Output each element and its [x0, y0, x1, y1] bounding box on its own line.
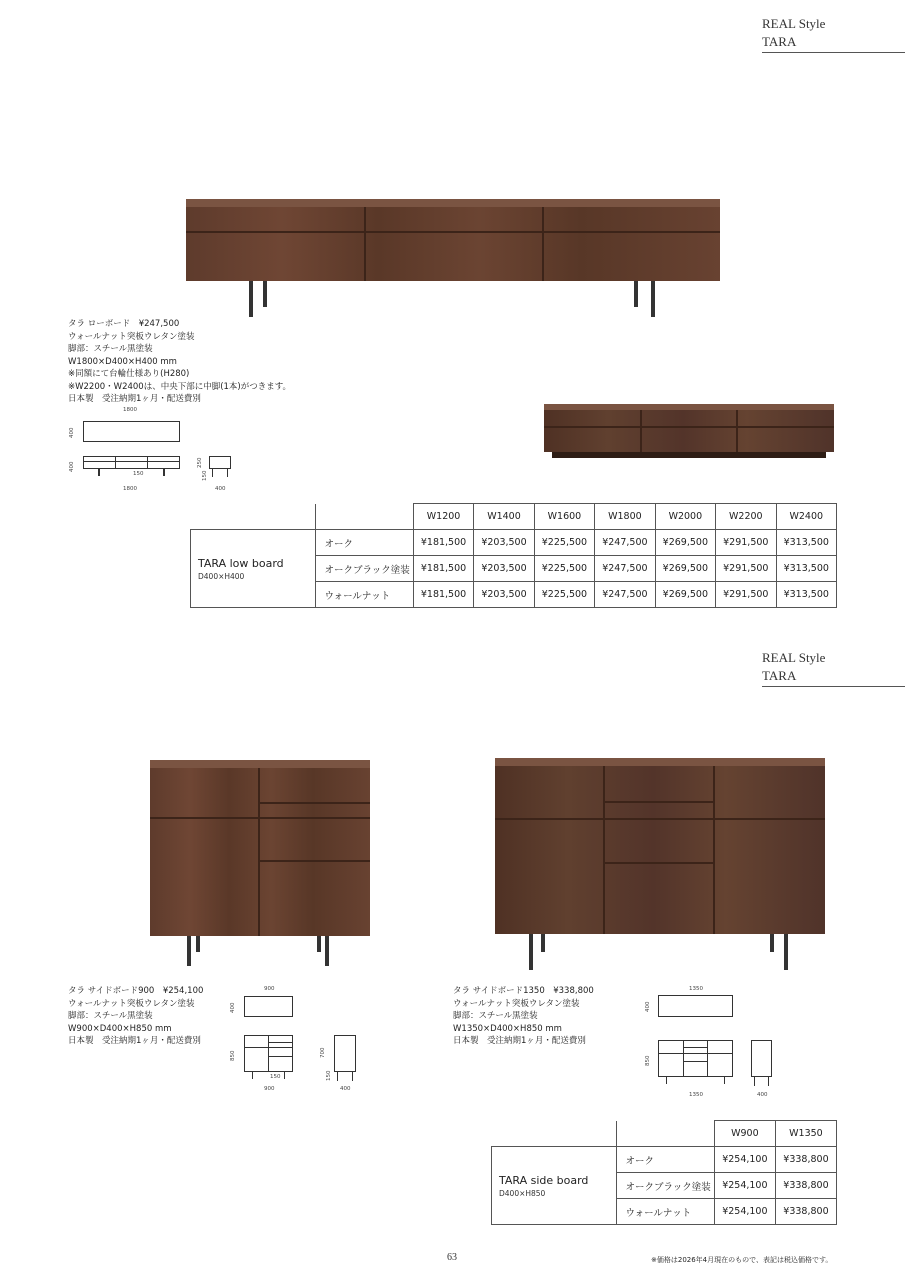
sideboard-price-table: [491, 1120, 837, 1225]
price-cell: ¥225,500: [534, 530, 594, 556]
price-cell: ¥181,500: [413, 556, 473, 582]
dim-label: 400: [69, 461, 75, 472]
dim-label: 150: [270, 1074, 281, 1080]
brand-header-mid: [762, 649, 825, 685]
dim-label: 150: [133, 471, 144, 477]
sideboard1350-side-view: [751, 1040, 772, 1077]
sideboard1350-front-view: [658, 1040, 733, 1077]
width-header: W2000: [655, 504, 715, 530]
sideboard1350-photo: [495, 758, 825, 972]
header-rule: [762, 52, 905, 53]
finish-label: オークブラック塗装: [315, 556, 413, 582]
width-header: W2400: [776, 504, 836, 530]
width-header: W1600: [534, 504, 594, 530]
brand-line1: REAL Style: [762, 16, 826, 31]
lowboard-side-view: [209, 456, 231, 469]
price-footnote: ※価格は2026年4月現在のもので、表記は税込価格です。: [651, 1256, 833, 1264]
width-header: W1800: [595, 504, 655, 530]
width-header: W1200: [413, 504, 473, 530]
caption-line: 脚部：スチール黒塗装: [453, 1011, 538, 1021]
caption-line: ウォールナット突板ウレタン塗装: [453, 998, 580, 1009]
dim-label: 150: [202, 470, 208, 481]
price-cell: ¥338,800: [775, 1173, 836, 1199]
finish-label: オーク: [616, 1147, 714, 1173]
product-name: TARA low board: [198, 556, 284, 570]
caption-line: W1350×D400×H850 mm: [453, 1023, 562, 1034]
width-header: W2200: [716, 504, 776, 530]
dim-label: 850: [230, 1050, 236, 1061]
lowboard-plinth-photo: [544, 404, 834, 458]
sideboard900-top-view: [244, 996, 293, 1017]
product-dims: D400×H400: [198, 571, 245, 581]
sideboard1350-caption: [453, 985, 594, 1048]
price-cell: ¥338,800: [775, 1199, 836, 1225]
price-cell: ¥313,500: [776, 556, 836, 582]
finish-label: ウォールナット: [315, 582, 413, 608]
dim-label: 250: [197, 457, 203, 468]
caption-line: 日本製 受注納期1ヶ月・配送費別: [68, 1036, 201, 1046]
price-cell: ¥181,500: [413, 582, 473, 608]
brand-header-top: [762, 15, 825, 51]
lowboard-drawing: [66, 404, 246, 496]
product-name-cell: [492, 1147, 617, 1225]
caption-line: タラ サイドボード1350 ¥338,800: [453, 986, 594, 996]
caption-line: ウォールナット突板ウレタン塗装: [68, 998, 195, 1009]
dim-label: 700: [320, 1047, 326, 1058]
dim-label: 1800: [123, 486, 137, 492]
price-cell: ¥291,500: [716, 530, 776, 556]
price-cell: ¥247,500: [595, 556, 655, 582]
caption-line: 脚部：スチール黒塗装: [68, 344, 153, 354]
caption-line: タラ サイドボード900 ¥254,100: [68, 986, 204, 996]
lowboard-photo: [186, 199, 720, 319]
dim-label: 150: [326, 1070, 332, 1081]
width-header: W1400: [474, 504, 534, 530]
header-rule: [762, 686, 905, 687]
price-cell: ¥254,100: [714, 1147, 775, 1173]
price-cell: ¥313,500: [776, 582, 836, 608]
sideboard900-photo: [150, 760, 370, 968]
finish-label: オーク: [315, 530, 413, 556]
dim-label: 1800: [123, 407, 137, 413]
brand-line2: TARA: [762, 668, 797, 683]
width-header: W900: [714, 1121, 775, 1147]
dim-label: 400: [230, 1002, 236, 1013]
sideboard900-front-view: [244, 1035, 293, 1072]
dim-label: 400: [645, 1001, 651, 1012]
price-cell: ¥338,800: [775, 1147, 836, 1173]
product-name-cell: [191, 530, 316, 608]
price-cell: ¥254,100: [714, 1173, 775, 1199]
dim-label: 1350: [689, 986, 703, 992]
product-dims: D400×H850: [499, 1188, 546, 1198]
price-cell: ¥269,500: [655, 556, 715, 582]
sideboard1350-top-view: [658, 995, 733, 1017]
price-cell: ¥203,500: [474, 582, 534, 608]
dim-label: 400: [340, 1086, 351, 1092]
lowboard-front-view: [83, 456, 180, 469]
caption-line: 脚部：スチール黒塗装: [68, 1011, 153, 1021]
price-cell: ¥313,500: [776, 530, 836, 556]
caption-line: W900×D400×H850 mm: [68, 1023, 172, 1034]
brand-line1: REAL Style: [762, 650, 826, 665]
brand-line2: TARA: [762, 34, 797, 49]
price-cell: ¥203,500: [474, 530, 534, 556]
finish-label: オークブラック塗装: [616, 1173, 714, 1199]
price-cell: ¥269,500: [655, 582, 715, 608]
price-cell: ¥225,500: [534, 582, 594, 608]
price-cell: ¥225,500: [534, 556, 594, 582]
price-cell: ¥247,500: [595, 582, 655, 608]
caption-line: W1800×D400×H400 mm: [68, 356, 177, 367]
caption-line: 日本製 受注納期1ヶ月・配送費別: [453, 1036, 586, 1046]
price-cell: ¥181,500: [413, 530, 473, 556]
finish-label: ウォールナット: [616, 1199, 714, 1225]
caption-line: ※W2200・W2400は、中央下部に中脚(1本)がつきます。: [68, 381, 292, 392]
width-header: W1350: [775, 1121, 836, 1147]
sideboard900-drawing: [228, 984, 368, 1096]
price-cell: ¥254,100: [714, 1199, 775, 1225]
lowboard-price-table: [190, 503, 837, 608]
price-cell: ¥291,500: [716, 582, 776, 608]
dim-label: 400: [215, 486, 226, 492]
sideboard900-side-view: [334, 1035, 356, 1072]
sideboard1350-drawing: [643, 984, 783, 1102]
caption-line: ウォールナット突板ウレタン塗装: [68, 331, 195, 342]
dim-label: 1350: [689, 1092, 703, 1098]
dim-label: 400: [69, 427, 75, 438]
caption-line: 日本製 受注納期1ヶ月・配送費別: [68, 394, 201, 404]
price-cell: ¥269,500: [655, 530, 715, 556]
product-name: TARA side board: [499, 1173, 589, 1187]
price-cell: ¥291,500: [716, 556, 776, 582]
page-number: 63: [447, 1252, 457, 1263]
price-cell: ¥203,500: [474, 556, 534, 582]
dim-label: 900: [264, 986, 275, 992]
dim-label: 900: [264, 1086, 275, 1092]
sideboard900-caption: [68, 985, 203, 1048]
dim-label: 850: [645, 1055, 651, 1066]
price-cell: ¥247,500: [595, 530, 655, 556]
dim-label: 400: [757, 1092, 768, 1098]
lowboard-top-view: [83, 421, 180, 442]
lowboard-caption: [68, 318, 291, 406]
caption-line: タラ ローボード ¥247,500: [68, 319, 180, 329]
caption-line: ※同額にて台輪仕様あり(H280): [68, 369, 190, 379]
